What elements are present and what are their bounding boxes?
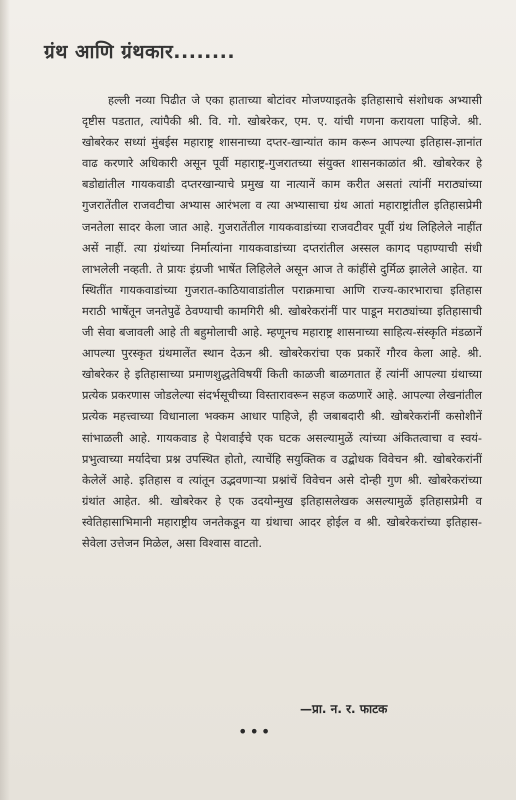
ornament-dots: ••• xyxy=(238,722,273,741)
body-paragraph: हल्ली नव्या पिढीत जे एका हाताच्या बोटांवर मोजण्याइतके इतिहासाचे संशोधक अभ्यासी दृष्टीस पडतात, त्यांपैकी श्री. वि. गो. खोबरेकर, एम. ए. यांची गणना करायला पाहिजे. श्री. खोबरेकर सध्यां मुंबईस महाराष्ट्र शासनाच्या दप्तर-खान्यांत काम करून आपल्या इतिहास-ज्ञानांत वाढ करणारे अधिकारी असून पूर्वी महाराष्ट्र-गुजरातच्या संयुक्त शासनकाळांत श्री. खोबरेकर हे बडोद्यांतील गायकवाडी दप्तरखान्याचे प्रमुख या नात्यानें काम करीत असतां त्यांनीं मराठ्यांच्या गुजरातेंतील राजवटीचा अभ्यास आरंभला व त्या अभ्यासाचा ग्रंथ आतां महाराष्ट्रांतील इतिहासप्रेमी जनतेला सादर केला जात आहे. गुजरातेंतील गायकवाडांच्या राजवटीवर पूर्वी ग्रंथ लिहिलेले नाहींत असें नाहीं. त्या ग्रंथांच्या निर्मात्यांना गायकवाडांच्या दप्तरांतील अस्सल कागद पहाण्याची संधी लाभलेली नव्हती. ते प्रायः इंग्रजी भाषेंत लिहिलेले असून आज ते कांहींसे दुर्मिळ झालेले आहेत. या स्थितींत गायकवाडांच्या गुजरात-काठियावाडांतील पराक्रमाचा आणि राज्य-कारभाराचा इतिहास मराठी भाषेंतून जनतेपुढें ठेवण्याची कामगिरी श्री. खोबरेकरांनीं पार पाडून मराठ्यांच्या इतिहासाची जी सेवा बजावली आहे ती बहुमोलाची आहे. म्हणूनच महाराष्ट्र शासनाच्या साहित्य-संस्कृति मंडळानें आपल्या पुरस्कृत ग्रंथमालेंत स्थान देऊन श्री. खोबरेकरांचा एक प्रकारें गौरव केला आहे. श्री. खोबरेकर हे इतिहासाच्या प्रमाणशुद्धतेविषयीं किती काळजी बाळगतात हें त्यांनीं आपल्या ग्रंथाच्या प्रत्येक प्रकरणास जोडलेल्या संदर्भसूचीच्या विस्तारावरून सहज कळणारें आहे. आपल्या लेखनांतील प्रत्येक महत्त्वाच्या विधानाला भक्कम आधार पाहिजे, ही जबाबदारी श्री. खोबरेकरांनीं कसोशीनें सांभाळली आहे. गायकवाड हे पेशवाईचे एक घटक असल्यामुळें त्यांच्या अंकितत्वाचा व स्वयं-प्रभुत्वाच्या मर्यादेचा प्रश्न उपस्थित होतो, त्याचेंहि सयुक्तिक व उद्बोधक विवेचन श्री. खोबरेकरांनीं केलेलें आहे. इतिहास व त्यांतून उद्भवणाऱ्या प्रश्नांचें विवेचन असे दोन्ही गुण श्री. खोबरेकरांच्या ग्रंथांत आहेत. श्री. खोबरेकर हे एक उदयोन्मुख इतिहासलेखक असल्यामुळें इतिहासप्रेमी व स्वेतिहासाभिमानी महाराष्ट्रीय जनतेकडून या ग्रंथाचा आदर होईल व श्री. खोबरेकरांच्या इतिहास-सेवेला उत्तेजन मिळेल, असा विश्वास वाटतो. xyxy=(82,93,482,550)
author-signature: —प्रा. न. र. फाटक xyxy=(300,702,388,716)
page-heading: ग्रंथ आणि ग्रंथकार........ xyxy=(44,41,236,63)
